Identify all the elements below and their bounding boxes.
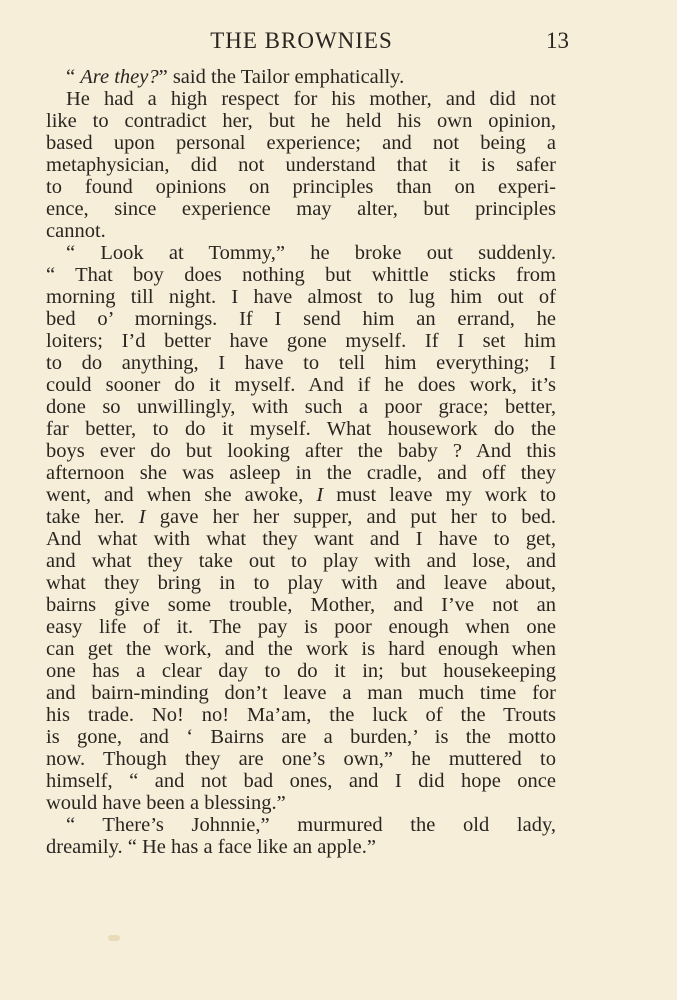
text-line: his trade. No! no! Ma’am, the luck of the Trouts bbox=[46, 704, 556, 726]
line-segment: must leave my work to bbox=[323, 484, 556, 506]
text-line: dreamily. “ He has a face like an apple.” bbox=[46, 836, 376, 858]
text-line: to found opinions on principles than on experi- bbox=[46, 176, 556, 198]
text-line: would have been a blessing.” bbox=[46, 792, 286, 814]
text-line: He had a high respect for his mother, and did not bbox=[66, 88, 556, 110]
line-segment: gave her her supper, and put her to bed. bbox=[145, 506, 556, 528]
line-segment: take her. bbox=[46, 506, 139, 528]
text-line: bairns give some trouble, Mother, and I’ve not an bbox=[46, 594, 556, 616]
text-line: now. Though they are one’s own,” he muttered to bbox=[46, 748, 556, 770]
text-line: easy life of it. The pay is poor enough when one bbox=[46, 616, 556, 638]
text-line: like to contradict her, but he held his own opinion, bbox=[46, 110, 556, 132]
text-line bbox=[46, 66, 556, 88]
text-line: himself, “ and not bad ones, and I did hope once bbox=[46, 770, 556, 792]
line-segment: “ bbox=[66, 66, 81, 88]
text-line: loiters; I’d better have gone myself. If I set him bbox=[46, 330, 556, 352]
italic-segment: I bbox=[316, 484, 324, 506]
italic-segment: Are they? bbox=[80, 66, 159, 88]
text-line: far better, to do it myself. What housework do the bbox=[46, 418, 556, 440]
text-line bbox=[46, 484, 556, 506]
text-line: cannot. bbox=[46, 220, 106, 242]
text-line: to do anything, I have to tell him everything; I bbox=[46, 352, 556, 374]
text-line: is gone, and ‘ Bairns are a burden,’ is the motto bbox=[46, 726, 556, 748]
text-line: metaphysician, did not understand that it is safer bbox=[46, 154, 556, 176]
text-line: what they bring in to play with and leave about, bbox=[46, 572, 556, 594]
line-segment: ” said the Tailor emphatically. bbox=[158, 66, 405, 88]
text-line: “ Look at Tommy,” he broke out suddenly. bbox=[66, 242, 556, 264]
italic-segment: I bbox=[138, 506, 146, 528]
text-line: and what they take out to play with and lose, and bbox=[46, 550, 556, 572]
text-line: based upon personal experience; and not being a bbox=[46, 132, 556, 154]
page-header bbox=[46, 28, 569, 58]
text-line: morning till night. I have almost to lug him out of bbox=[46, 286, 556, 308]
text-line: And what with what they want and I have to get, bbox=[46, 528, 556, 550]
body-text bbox=[46, 66, 556, 858]
page-number: 13 bbox=[546, 28, 569, 53]
text-line: “ There’s Johnnie,” murmured the old lady, bbox=[66, 814, 556, 836]
text-line: could sooner do it myself. And if he does work, it’s bbox=[46, 374, 556, 396]
text-line: boys ever do but looking after the baby ? And this bbox=[46, 440, 556, 462]
text-line: bed o’ mornings. If I send him an errand, he bbox=[46, 308, 556, 330]
text-line: “ That boy does nothing but whittle sticks from bbox=[46, 264, 556, 286]
running-title: THE BROWNIES bbox=[210, 28, 393, 53]
text-line: afternoon she was asleep in the cradle, and off they bbox=[46, 462, 556, 484]
text-line: ence, since experience may alter, but principles bbox=[46, 198, 556, 220]
text-line: and bairn-minding don’t leave a man much time for bbox=[46, 682, 556, 704]
text-line bbox=[46, 506, 556, 528]
paper-stain bbox=[108, 935, 120, 941]
text-line: can get the work, and the work is hard enough when bbox=[46, 638, 556, 660]
line-segment: went, and when she awoke, bbox=[46, 484, 317, 506]
text-line: one has a clear day to do it in; but housekeeping bbox=[46, 660, 556, 682]
text-line: done so unwillingly, with such a poor grace; better, bbox=[46, 396, 556, 418]
